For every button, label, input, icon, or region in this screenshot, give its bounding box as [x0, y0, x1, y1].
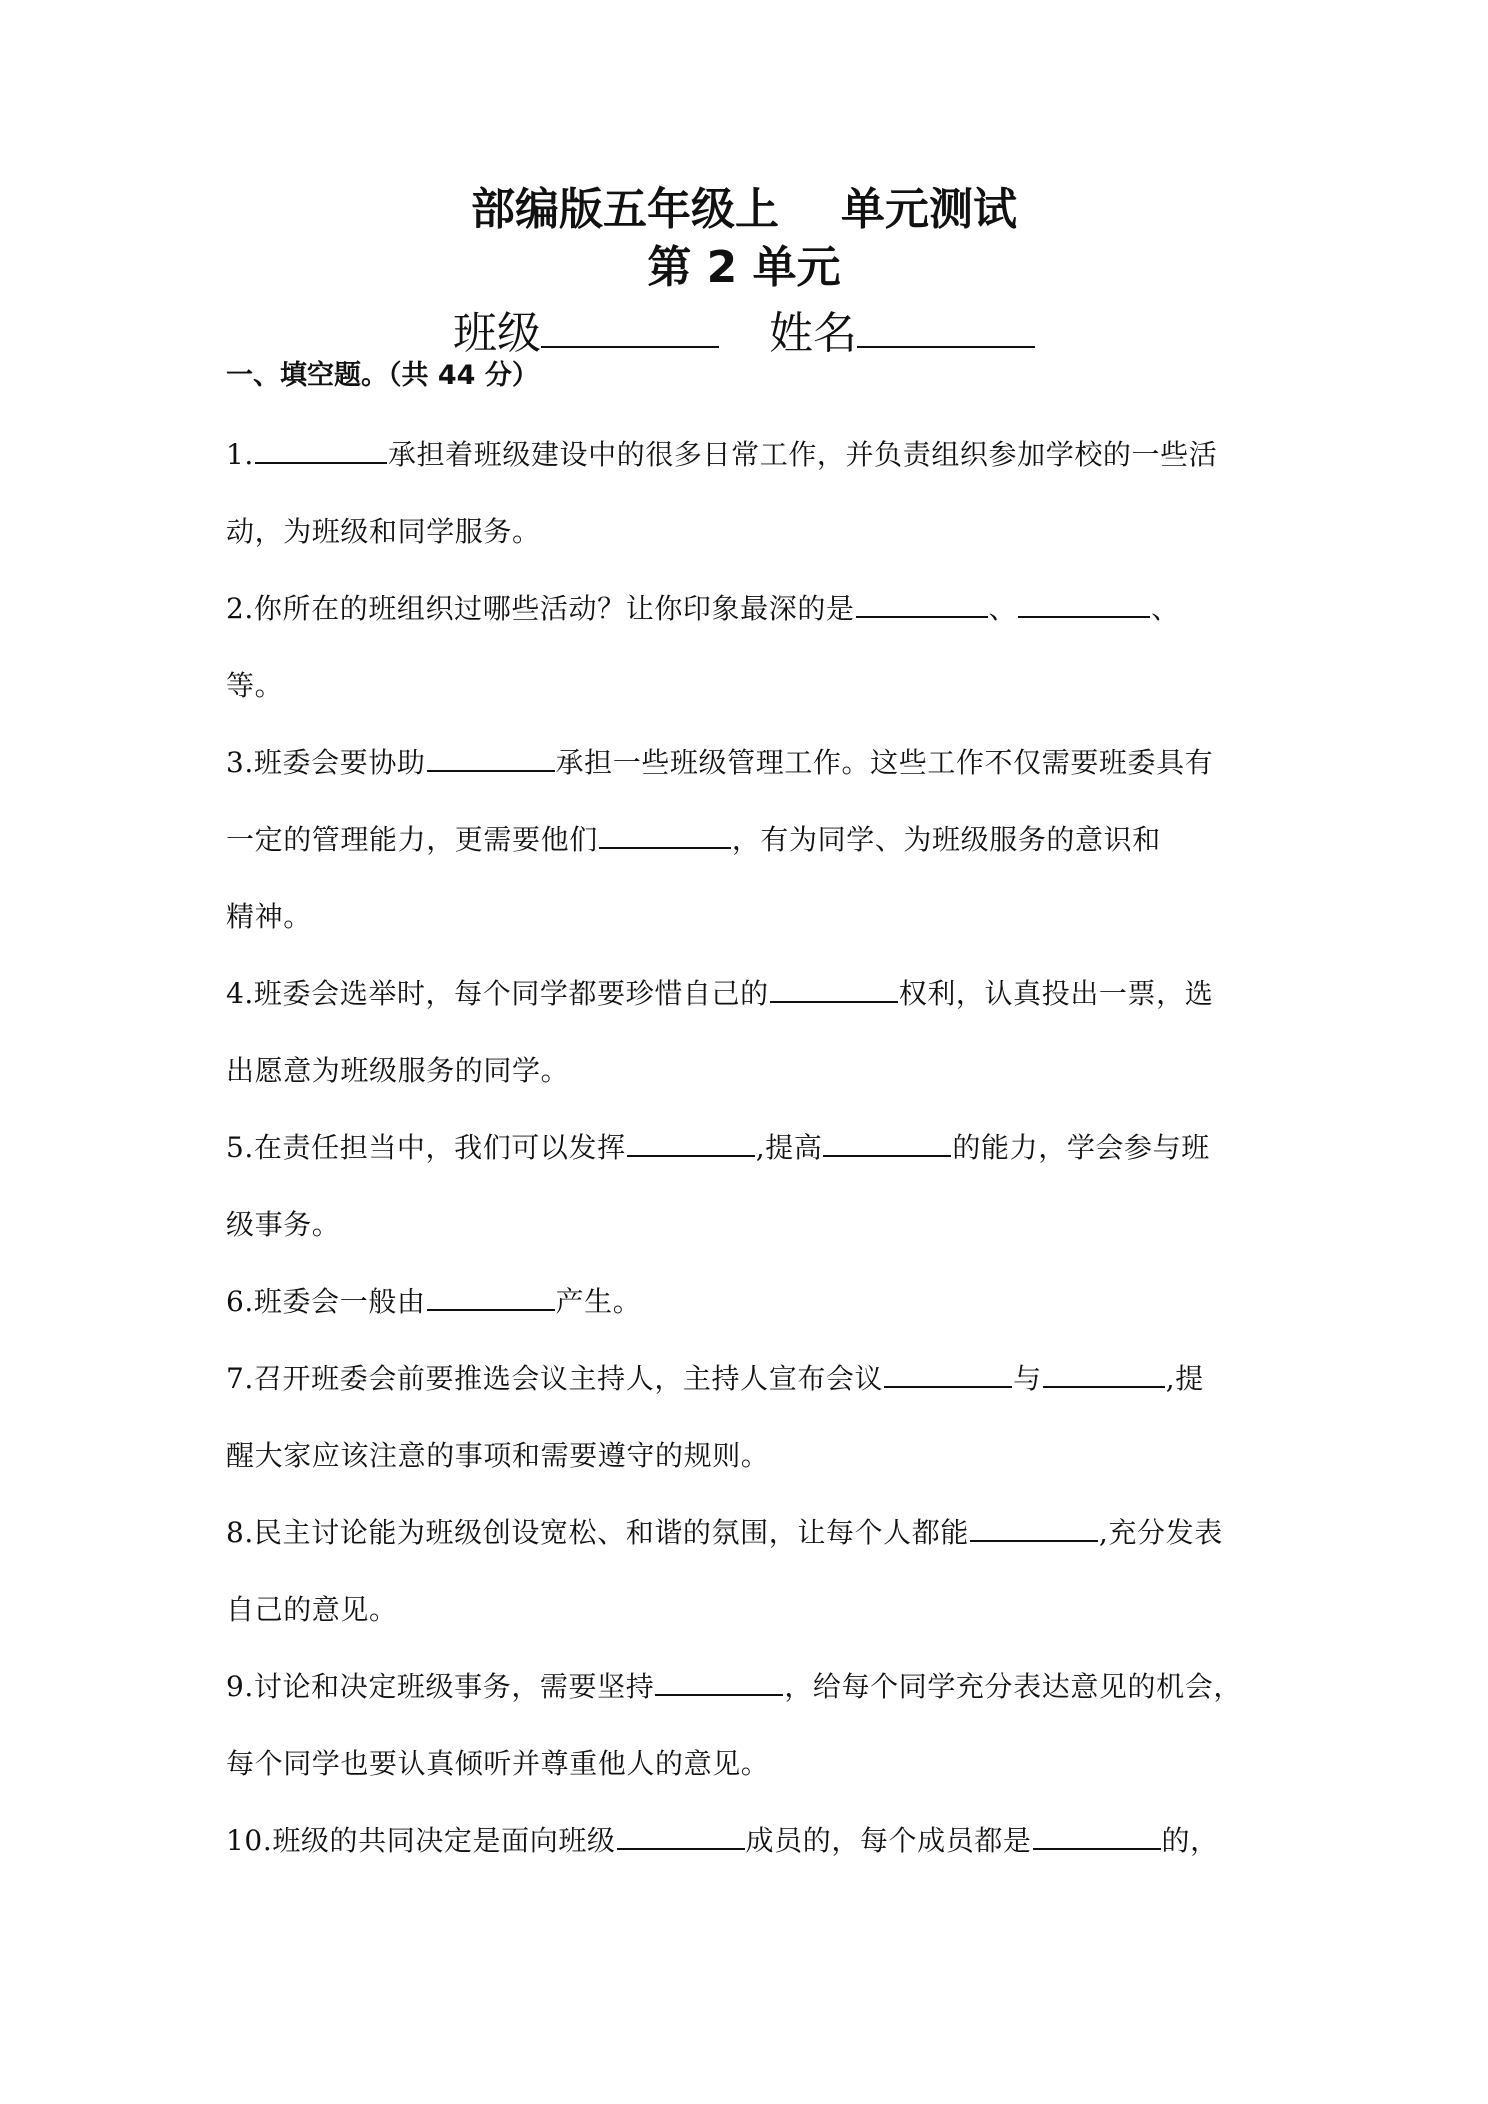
- name-blank[interactable]: [857, 296, 1035, 348]
- question-3-line-1: 3.班委会要协助 承担一些班级管理工作。这些工作不仅需要班委具有: [226, 724, 1266, 801]
- answer-blank[interactable]: [655, 1666, 783, 1696]
- name-label: 姓名: [769, 308, 857, 359]
- question-5: [226, 1109, 1266, 1263]
- answer-blank[interactable]: [970, 1512, 1098, 1542]
- answer-blank[interactable]: [617, 1820, 745, 1850]
- question-4-line-2: 出愿意为班级服务的同学。: [226, 1054, 570, 1087]
- answer-blank[interactable]: [427, 742, 555, 772]
- question-5-line-2: 级事务。: [226, 1208, 341, 1241]
- question-8-line-2: 自己的意见。: [226, 1593, 398, 1626]
- answer-blank[interactable]: [770, 973, 898, 1003]
- unit-title: 第 2 单元: [647, 242, 841, 293]
- question-1-line-1: 1. 承担着班级建设中的很多日常工作，并负责组织参加学校的一些活: [226, 416, 1266, 493]
- question-2-line-2: 等。: [226, 669, 284, 702]
- question-3-line-2: 一定的管理能力，更需要他们 ，有为同学、为班级服务的意识和: [226, 801, 1266, 878]
- title-grade: 部编版五年级上: [471, 184, 779, 235]
- answer-blank[interactable]: [1033, 1820, 1161, 1850]
- question-7-line-1: 7.召开班委会前要推选会议主持人，主持人宣布会议 与 ,提: [226, 1340, 1266, 1417]
- question-1: [226, 416, 1266, 570]
- question-4: [226, 955, 1266, 1109]
- answer-blank[interactable]: [255, 434, 387, 464]
- question-7-line-2: 醒大家应该注意的事项和需要遵守的规则。: [226, 1439, 770, 1472]
- worksheet-title: [0, 182, 1488, 238]
- question-3-line-3: 精神。: [226, 900, 312, 933]
- title-test: 单元测试: [841, 184, 1017, 235]
- answer-blank[interactable]: [1018, 588, 1150, 618]
- question-8: [226, 1494, 1266, 1648]
- class-blank[interactable]: [541, 296, 719, 348]
- question-8-line-1: 8.民主讨论能为班级创设宽松、和谐的氛围，让每个人都能 ,充分发表: [226, 1494, 1266, 1571]
- answer-blank[interactable]: [599, 819, 731, 849]
- answer-blank[interactable]: [627, 1127, 755, 1157]
- question-5-line-1: 5.在责任担当中，我们可以发挥 ,提高 的能力，学会参与班: [226, 1109, 1266, 1186]
- student-info-row: [0, 296, 1488, 364]
- answer-blank[interactable]: [427, 1281, 555, 1311]
- section-heading: 一、填空题。（共 44 分）: [226, 360, 539, 391]
- answer-blank[interactable]: [856, 588, 988, 618]
- question-10-line-1: 10.班级的共同决定是面向班级 成员的，每个成员都是 的，: [226, 1802, 1266, 1879]
- question-3: [226, 724, 1266, 955]
- question-10: [226, 1802, 1266, 1879]
- answer-blank[interactable]: [1043, 1358, 1165, 1388]
- question-1-line-2: 动，为班级和同学服务。: [226, 515, 541, 548]
- question-9: [226, 1648, 1266, 1802]
- question-6-line-1: 6.班委会一般由 产生。: [226, 1263, 1266, 1340]
- question-6: [226, 1263, 1266, 1340]
- answer-blank[interactable]: [884, 1358, 1012, 1388]
- question-2-line-1: 2.你所在的班组织过哪些活动？让你印象最深的是 、 、: [226, 570, 1266, 647]
- question-7: [226, 1340, 1266, 1494]
- question-4-line-1: 4.班委会选举时，每个同学都要珍惜自己的 权利，认真投出一票，选: [226, 955, 1266, 1032]
- answer-blank[interactable]: [823, 1127, 951, 1157]
- class-label: 班级: [453, 308, 541, 359]
- question-2: [226, 570, 1266, 724]
- question-9-line-2: 每个同学也要认真倾听并尊重他人的意见。: [226, 1747, 770, 1780]
- question-9-line-1: 9.讨论和决定班级事务，需要坚持 ，给每个同学充分表达意见的机会，: [226, 1648, 1266, 1725]
